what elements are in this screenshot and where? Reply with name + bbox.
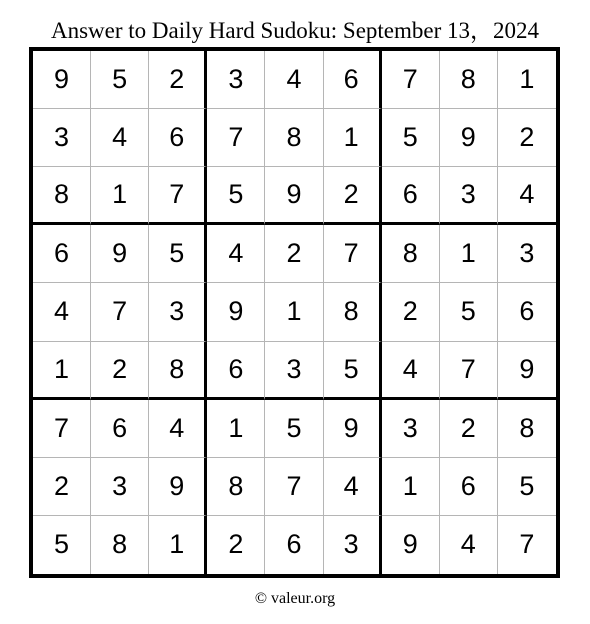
sudoku-board xyxy=(29,47,560,578)
sudoku-cell-r1-c8: 8 xyxy=(440,51,498,109)
sudoku-cell-r2-c9: 2 xyxy=(498,109,556,167)
sudoku-cell-r1-c7: 7 xyxy=(382,51,440,109)
sudoku-cell-r9-c3: 1 xyxy=(149,516,207,574)
sudoku-cell-r6-c8: 7 xyxy=(440,342,498,400)
sudoku-cell-r9-c9: 7 xyxy=(519,529,535,560)
sudoku-cell-r9-c7: 9 xyxy=(382,516,440,574)
sudoku-cell-r9-c5: 6 xyxy=(265,516,323,574)
sudoku-cell-r3-c3: 7 xyxy=(149,167,207,225)
sudoku-cell-r9-c6: 3 xyxy=(324,516,382,574)
sudoku-cell-r7-c5: 5 xyxy=(265,400,323,458)
puzzle-title: Answer to Daily Hard Sudoku: September 13，2024 xyxy=(50,18,540,43)
sudoku-cell-r5-c5: 1 xyxy=(265,283,323,341)
sudoku-cell-r6-c9: 9 xyxy=(498,342,556,400)
sudoku-cell-r7-c2: 6 xyxy=(91,400,149,458)
sudoku-cell-r5-c7: 2 xyxy=(382,283,440,341)
sudoku-cell-r8-c3: 9 xyxy=(149,458,207,516)
sudoku-cell-r7-c9: 8 xyxy=(498,400,556,458)
sudoku-cell-r4-c9: 3 xyxy=(498,225,556,283)
copyright-footer: © valeur.org xyxy=(254,590,336,607)
sudoku-cell-r6-c5: 3 xyxy=(265,342,323,400)
sudoku-cell-r7-c1: 7 xyxy=(33,400,91,458)
sudoku-cell-r2-c5: 8 xyxy=(265,109,323,167)
sudoku-cell-r4-c1: 6 xyxy=(33,225,91,283)
sudoku-cell-r2-c1: 3 xyxy=(33,109,91,167)
sudoku-cell-r2-c3: 6 xyxy=(149,109,207,167)
sudoku-cell-r6-c4: 6 xyxy=(207,342,265,400)
sudoku-cell-r8-c9: 5 xyxy=(498,458,556,516)
sudoku-cell-r4-c7: 8 xyxy=(382,225,440,283)
sudoku-cell-r1-c3: 2 xyxy=(149,51,207,109)
sudoku-cell-r3-c7: 6 xyxy=(382,167,440,225)
sudoku-cell-r5-c4: 9 xyxy=(207,283,265,341)
sudoku-cell-r8-c7: 1 xyxy=(382,458,440,516)
sudoku-cell-r9-c4: 2 xyxy=(207,516,265,574)
sudoku-cell-r2-c6: 1 xyxy=(324,109,382,167)
sudoku-cell-r8-c2: 3 xyxy=(91,458,149,516)
sudoku-cell-r1-c1: 9 xyxy=(33,51,91,109)
sudoku-cell-r4-c2: 9 xyxy=(91,225,149,283)
sudoku-cell-r9-c8: 4 xyxy=(440,516,498,574)
sudoku-cell-r5-c2: 7 xyxy=(91,283,149,341)
sudoku-cell-r5-c1: 4 xyxy=(33,283,91,341)
sudoku-cell-r3-c8: 3 xyxy=(440,167,498,225)
sudoku-cell-r2-c7: 5 xyxy=(382,109,440,167)
sudoku-cell-r1-c5: 4 xyxy=(265,51,323,109)
sudoku-cell-r1-c6: 6 xyxy=(324,51,382,109)
sudoku-cell-r4-c8: 1 xyxy=(440,225,498,283)
sudoku-cell-r5-c9: 6 xyxy=(498,283,556,341)
sudoku-cell-r3-c9: 4 xyxy=(498,167,556,225)
sudoku-cell-r6-c6: 5 xyxy=(324,342,382,400)
sudoku-cell-r1-c2: 5 xyxy=(91,51,149,109)
sudoku-cell-r3-c5: 9 xyxy=(265,167,323,225)
sudoku-cell-r3-c6: 2 xyxy=(324,167,382,225)
sudoku-cell-r2-c2: 4 xyxy=(91,109,149,167)
sudoku-cell-r7-c7: 3 xyxy=(382,400,440,458)
sudoku-cell-r9-c2: 8 xyxy=(91,516,149,574)
sudoku-cell-r5-c8: 5 xyxy=(440,283,498,341)
sudoku-cell-r7-c3: 4 xyxy=(149,400,207,458)
sudoku-cell-r6-c2: 2 xyxy=(91,342,149,400)
sudoku-cell-r8-c4: 8 xyxy=(207,458,265,516)
sudoku-cell-r4-c4: 4 xyxy=(207,225,265,283)
sudoku-cell-r1-c9: 1 xyxy=(498,51,556,109)
sudoku-cell-r8-c1: 2 xyxy=(33,458,91,516)
sudoku-cell-r1-c4: 3 xyxy=(207,51,265,109)
sudoku-cell-r8-c5: 7 xyxy=(265,458,323,516)
sudoku-cell-r8-c8: 6 xyxy=(440,458,498,516)
sudoku-cell-r4-c5: 2 xyxy=(265,225,323,283)
sudoku-cell-r5-c3: 3 xyxy=(149,283,207,341)
sudoku-cell-r7-c4: 1 xyxy=(207,400,265,458)
sudoku-cell-r4-c6: 7 xyxy=(324,225,382,283)
sudoku-cell-r3-c4: 5 xyxy=(207,167,265,225)
sudoku-cell-r8-c6: 4 xyxy=(324,458,382,516)
sudoku-cell-r7-c8: 2 xyxy=(440,400,498,458)
sudoku-cell-r3-c2: 1 xyxy=(91,167,149,225)
sudoku-cell-r6-c3: 8 xyxy=(149,342,207,400)
sudoku-cell-r6-c7: 4 xyxy=(382,342,440,400)
sudoku-cell-r4-c3: 5 xyxy=(149,225,207,283)
sudoku-cell-r3-c1: 8 xyxy=(33,167,91,225)
sudoku-cell-r2-c4: 7 xyxy=(207,109,265,167)
sudoku-cell-r2-c8: 9 xyxy=(440,109,498,167)
sudoku-cell-r6-c1: 1 xyxy=(33,342,91,400)
sudoku-cell-r7-c6: 9 xyxy=(324,400,382,458)
sudoku-cell-r5-c6: 8 xyxy=(324,283,382,341)
sudoku-cell-r9-c1: 5 xyxy=(33,516,91,574)
